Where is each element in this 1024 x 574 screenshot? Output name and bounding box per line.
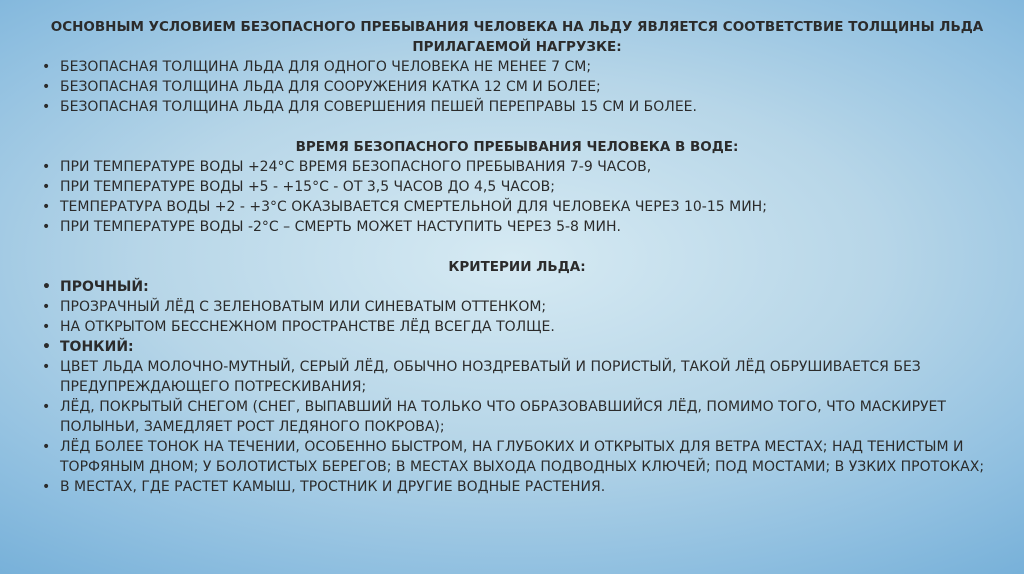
list-item: • ПРОЗРАЧНЫЙ ЛЁД С ЗЕЛЕНОВАТЫМ ИЛИ СИНЕВАТЫМ ОТТЕНКОМ; bbox=[42, 297, 992, 317]
list-item: • ЦВЕТ ЛЬДА МОЛОЧНО-МУТНЫЙ, СЕРЫЙ ЛЁД, ОБЫЧНО НОЗДРЕВАТЫЙ И ПОРИСТЫЙ, ТАКОЙ ЛЁД ОБРУШИВАЕТСЯ БЕЗ ПРЕДУПРЕЖДАЮЩЕГО ПОТРЕСКИВАНИЯ; bbox=[42, 357, 992, 397]
list-item: • ЛЁД, ПОКРЫТЫЙ СНЕГОМ (СНЕГ, ВЫПАВШИЙ НА ТОЛЬКО ЧТО ОБРАЗОВАВШИЙСЯ ЛЁД, ПОМИМО ТОГО, ЧТО МАСКИРУЕТ ПОЛЫНЬИ, ЗАМЕДЛЯЕТ РОСТ ЛЕДЯНОГО ПОКРОВА); bbox=[42, 397, 992, 437]
list-item: • ПРИ ТЕМПЕРАТУРЕ ВОДЫ -2°С – СМЕРТЬ МОЖЕТ НАСТУПИТЬ ЧЕРЕЗ 5-8 МИН. bbox=[42, 217, 992, 237]
slide-content bbox=[42, 17, 992, 497]
list-item: • БЕЗОПАСНАЯ ТОЛЩИНА ЛЬДА ДЛЯ ОДНОГО ЧЕЛОВЕКА НЕ МЕНЕЕ 7 СМ; bbox=[42, 57, 992, 77]
list-item: • НА ОТКРЫТОМ БЕССНЕЖНОМ ПРОСТРАНСТВЕ ЛЁД ВСЕГДА ТОЛЩЕ. bbox=[42, 317, 992, 337]
section-heading-ice-thickness: ОСНОВНЫМ УСЛОВИЕМ БЕЗОПАСНОГО ПРЕБЫВАНИЯ ЧЕЛОВЕКА НА ЛЬДУ ЯВЛЯЕТСЯ СООТВЕТСТВИЕ ТОЛЩИНЫ ЛЬДА ПРИЛАГАЕМОЙ НАГРУЗКЕ: bbox=[50, 19, 984, 55]
list-subheading-strong: • ПРОЧНЫЙ: bbox=[42, 277, 992, 297]
list-item: • ЛЁД БОЛЕЕ ТОНОК НА ТЕЧЕНИИ, ОСОБЕННО БЫСТРОМ, НА ГЛУБОКИХ И ОТКРЫТЫХ ДЛЯ ВЕТРА МЕСТАХ; НАД ТЕНИСТЫМ И ТОРФЯНЫМ ДНОМ; У БОЛОТИСТЫХ БЕРЕГОВ; В МЕСТАХ ВЫХОДА ПОДВОДНЫХ КЛЮЧЕЙ; ПОД МОСТАМИ; В УЗКИХ ПРОТОКАХ; bbox=[42, 437, 992, 477]
list-item: • В МЕСТАХ, ГДЕ РАСТЕТ КАМЫШ, ТРОСТНИК И ДРУГИЕ ВОДНЫЕ РАСТЕНИЯ. bbox=[42, 477, 992, 497]
section-heading-ice-criteria: КРИТЕРИИ ЛЬДА: bbox=[448, 259, 586, 275]
list-subheading-thin: • ТОНКИЙ: bbox=[42, 337, 992, 357]
list-item: • ПРИ ТЕМПЕРАТУРЕ ВОДЫ +5 - +15°С - ОТ 3,5 ЧАСОВ ДО 4,5 ЧАСОВ; bbox=[42, 177, 992, 197]
list-item: • ПРИ ТЕМПЕРАТУРЕ ВОДЫ +24°С ВРЕМЯ БЕЗОПАСНОГО ПРЕБЫВАНИЯ 7-9 ЧАСОВ, bbox=[42, 157, 992, 177]
section-heading-water-time: ВРЕМЯ БЕЗОПАСНОГО ПРЕБЫВАНИЯ ЧЕЛОВЕКА В ВОДЕ: bbox=[295, 139, 739, 155]
spacer bbox=[42, 237, 992, 257]
ice-criteria-list bbox=[42, 277, 992, 497]
list-item: • БЕЗОПАСНАЯ ТОЛЩИНА ЛЬДА ДЛЯ СООРУЖЕНИЯ КАТКА 12 СМ И БОЛЕЕ; bbox=[42, 77, 992, 97]
list-item: • БЕЗОПАСНАЯ ТОЛЩИНА ЛЬДА ДЛЯ СОВЕРШЕНИЯ ПЕШЕЙ ПЕРЕПРАВЫ 15 СМ И БОЛЕЕ. bbox=[42, 97, 992, 117]
water-time-list bbox=[42, 157, 992, 237]
spacer bbox=[42, 117, 992, 137]
list-item: • ТЕМПЕРАТУРА ВОДЫ +2 - +3°С ОКАЗЫВАЕТСЯ СМЕРТЕЛЬНОЙ ДЛЯ ЧЕЛОВЕКА ЧЕРЕЗ 10-15 МИН; bbox=[42, 197, 992, 217]
ice-thickness-list bbox=[42, 57, 992, 117]
